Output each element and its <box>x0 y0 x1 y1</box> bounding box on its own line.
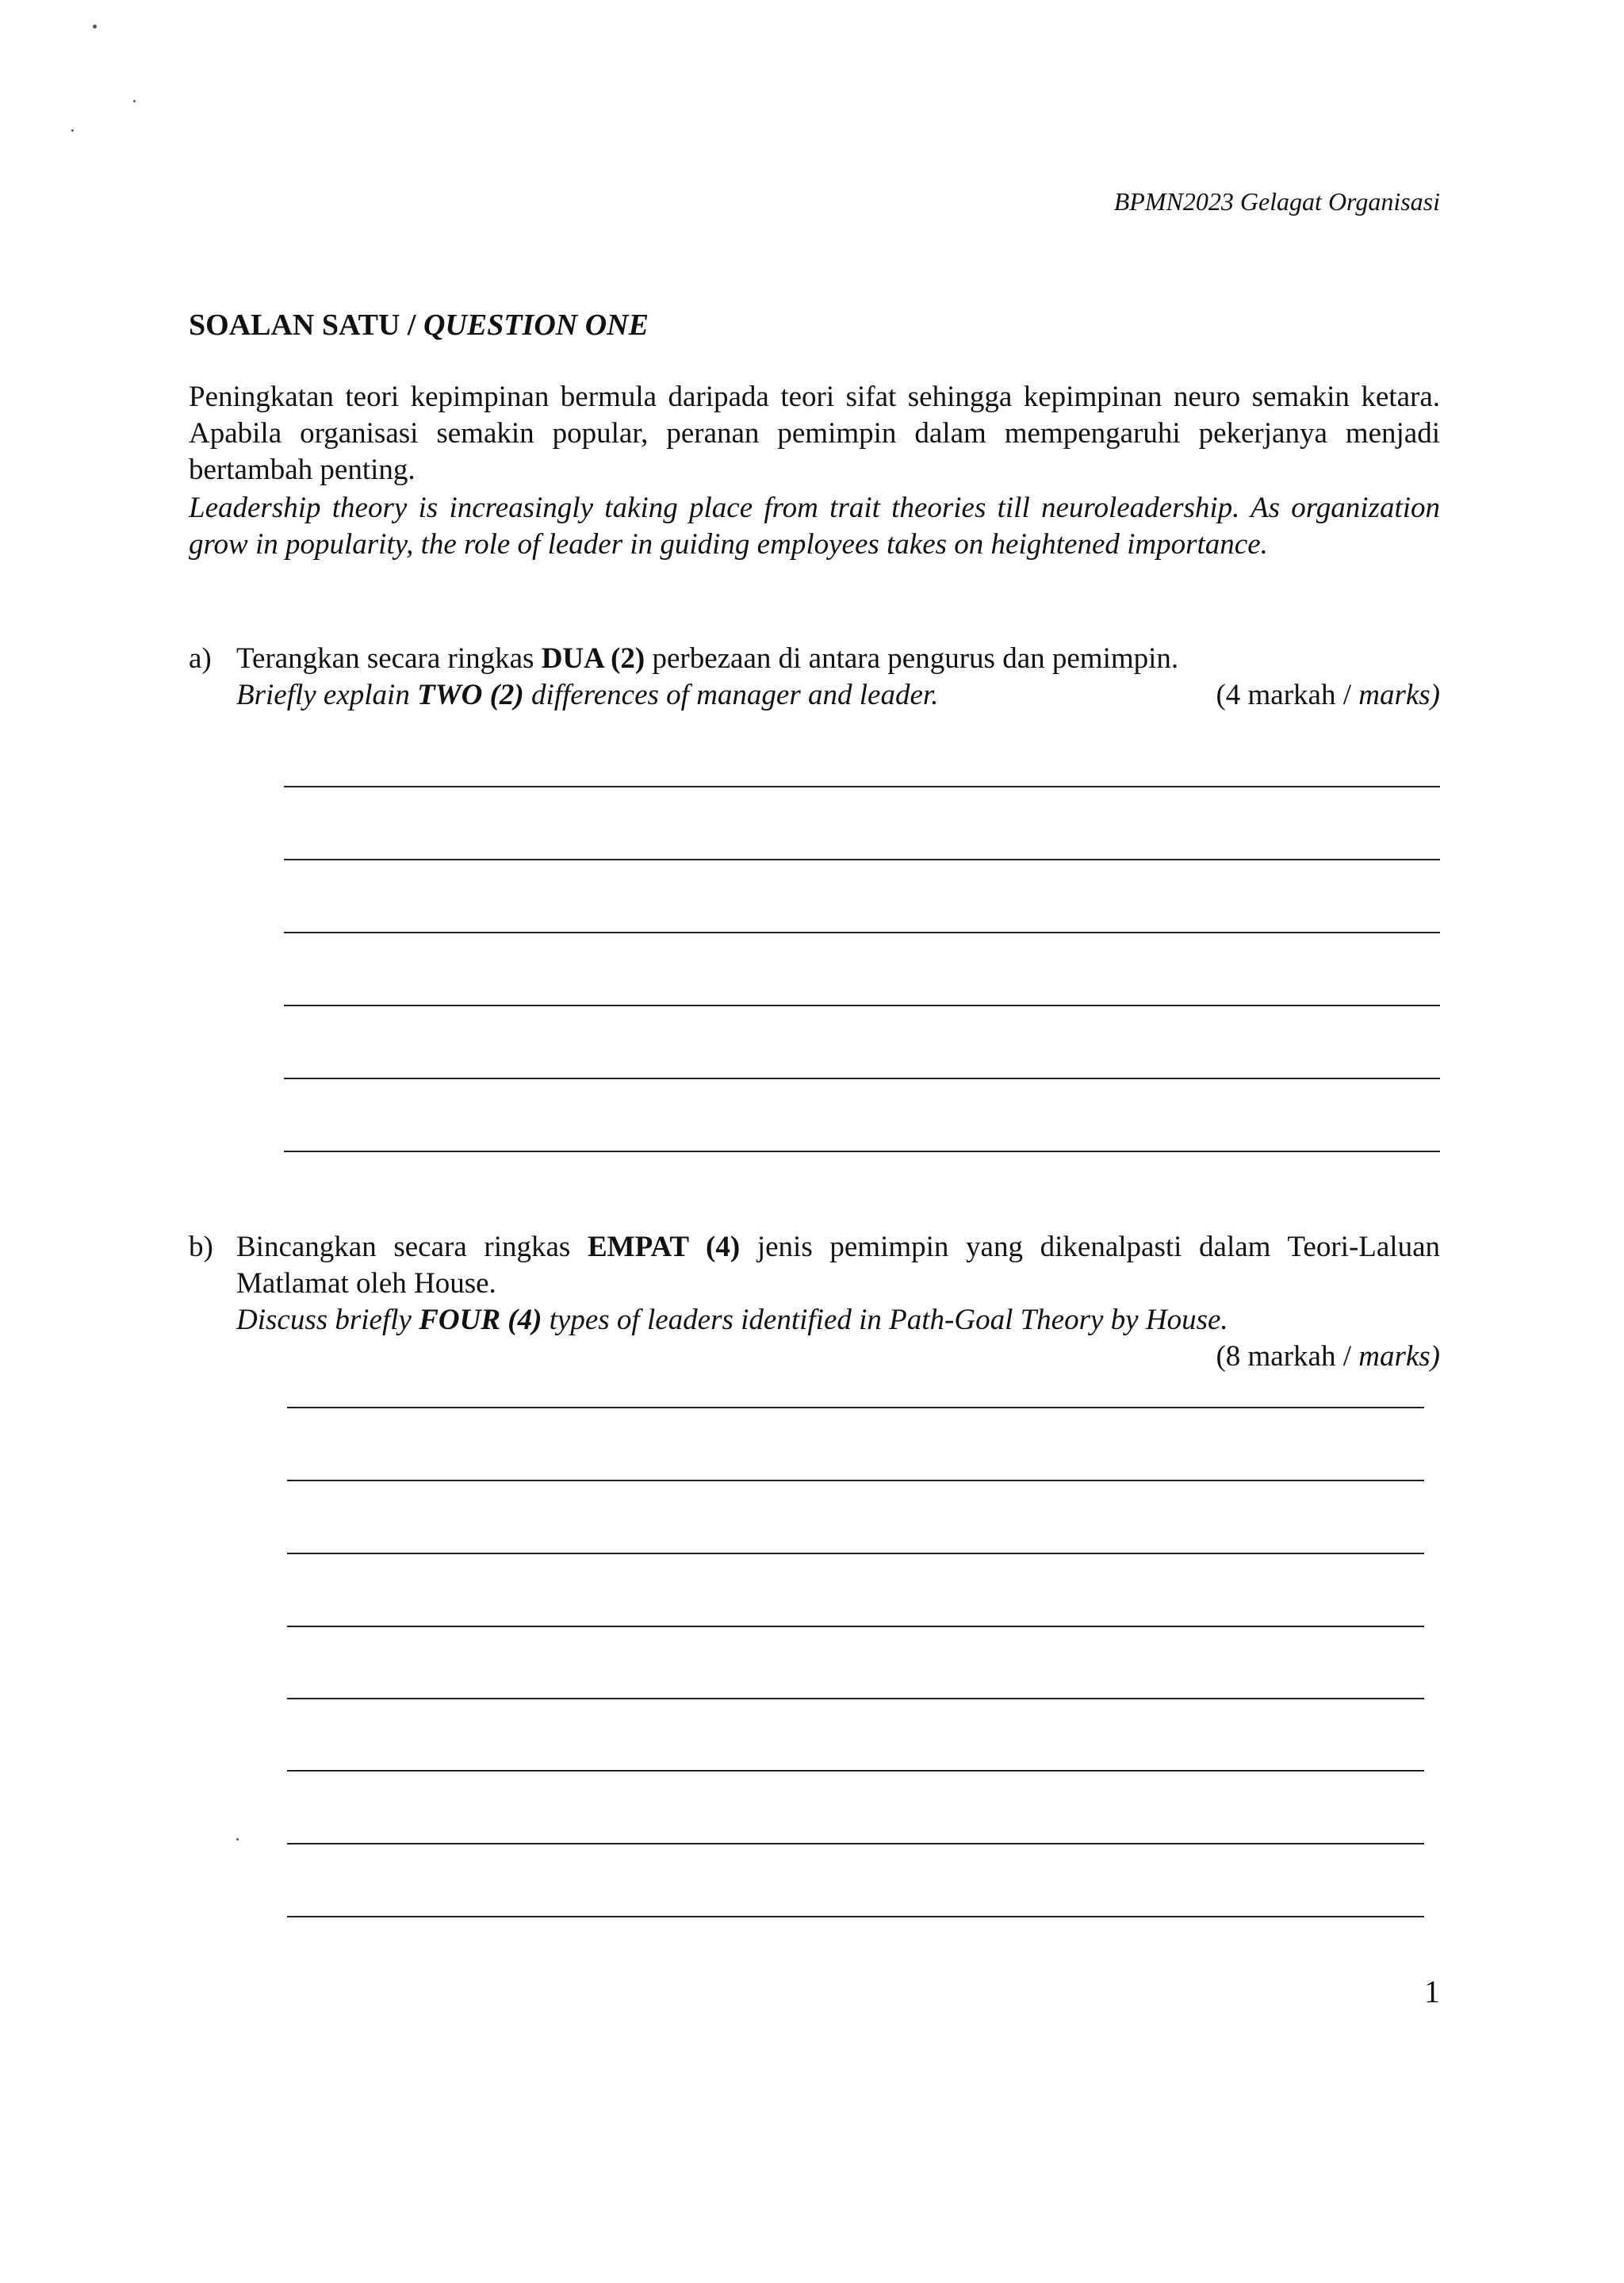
scan-speck <box>236 1838 239 1841</box>
answer-line[interactable] <box>284 1151 1440 1152</box>
answer-line[interactable] <box>287 1407 1424 1408</box>
text-run: Bincangkan secara ringkas <box>236 1231 588 1263</box>
question-b <box>189 1229 1440 1375</box>
section-title-en: QUESTION ONE <box>423 308 649 342</box>
answer-line[interactable] <box>284 1078 1440 1079</box>
text-run: Briefly explain <box>236 679 418 711</box>
scan-speck <box>71 129 74 132</box>
marks-label <box>1216 677 1440 714</box>
emphasis: TWO (2) <box>417 679 524 711</box>
scan-speck <box>133 100 136 102</box>
emphasis: FOUR (4) <box>419 1304 542 1336</box>
answer-line[interactable] <box>287 1698 1424 1699</box>
answer-line[interactable] <box>287 1626 1424 1627</box>
page-number: 1 <box>1424 1974 1440 2009</box>
text-run: Terangkan secara ringkas <box>236 642 542 675</box>
answer-line[interactable] <box>287 1770 1424 1772</box>
section-title-ms: SOALAN SATU / <box>189 308 416 342</box>
answer-line[interactable] <box>284 1005 1440 1006</box>
answer-line[interactable] <box>287 1480 1424 1481</box>
section-title <box>189 308 649 343</box>
answer-line[interactable] <box>284 932 1440 933</box>
intro-malay: Peningkatan teori kepimpinan bermula daripada teori sifat sehingga kepimpinan neuro semakin ketara. Apabila organisasi semakin popular, peranan pemimpin dalam mempengaruhi pekerjanya menjadi bertambah penting. <box>189 381 1440 486</box>
marks-number: (4 markah / <box>1216 679 1351 711</box>
question-text-ms <box>236 1229 1440 1302</box>
answer-line[interactable] <box>287 1916 1424 1917</box>
question-label: b) <box>189 1231 213 1263</box>
emphasis: DUA (2) <box>541 642 645 675</box>
answer-line[interactable] <box>284 786 1440 787</box>
marks-number: (8 markah / <box>1216 1340 1351 1373</box>
text-run: differences of manager and leader. <box>523 679 939 711</box>
question-text-en <box>236 1302 1440 1339</box>
text-run: jenis pemimpin yang dikenalpasti dalam Teori-Laluan Matlamat oleh House. <box>236 1231 1440 1300</box>
answer-line[interactable] <box>287 1553 1424 1554</box>
question-label: a) <box>189 642 212 675</box>
answer-line[interactable] <box>287 1843 1424 1844</box>
scan-speck <box>93 25 97 29</box>
marks-word: marks) <box>1358 679 1440 711</box>
text-run: Discuss briefly <box>236 1304 419 1336</box>
marks-word: marks) <box>1358 1340 1440 1373</box>
marks-label <box>236 1339 1440 1375</box>
question-a <box>189 641 1440 714</box>
question-text-en <box>236 677 1440 714</box>
question-text-ms <box>236 641 1440 677</box>
text-run: types of leaders identified in Path-Goal Theory by House. <box>542 1304 1228 1336</box>
answer-line[interactable] <box>284 859 1440 860</box>
course-header: BPMN2023 Gelagat Organisasi <box>1113 187 1440 216</box>
text-run: perbezaan di antara pengurus dan pemimpin. <box>645 642 1179 675</box>
intro-english: Leadership theory is increasingly taking place from trait theories till neuroleadership. As organization grow in popularity, the role of leader in guiding employees takes on heightened importance. <box>189 492 1440 561</box>
emphasis: EMPAT (4) <box>587 1231 741 1263</box>
